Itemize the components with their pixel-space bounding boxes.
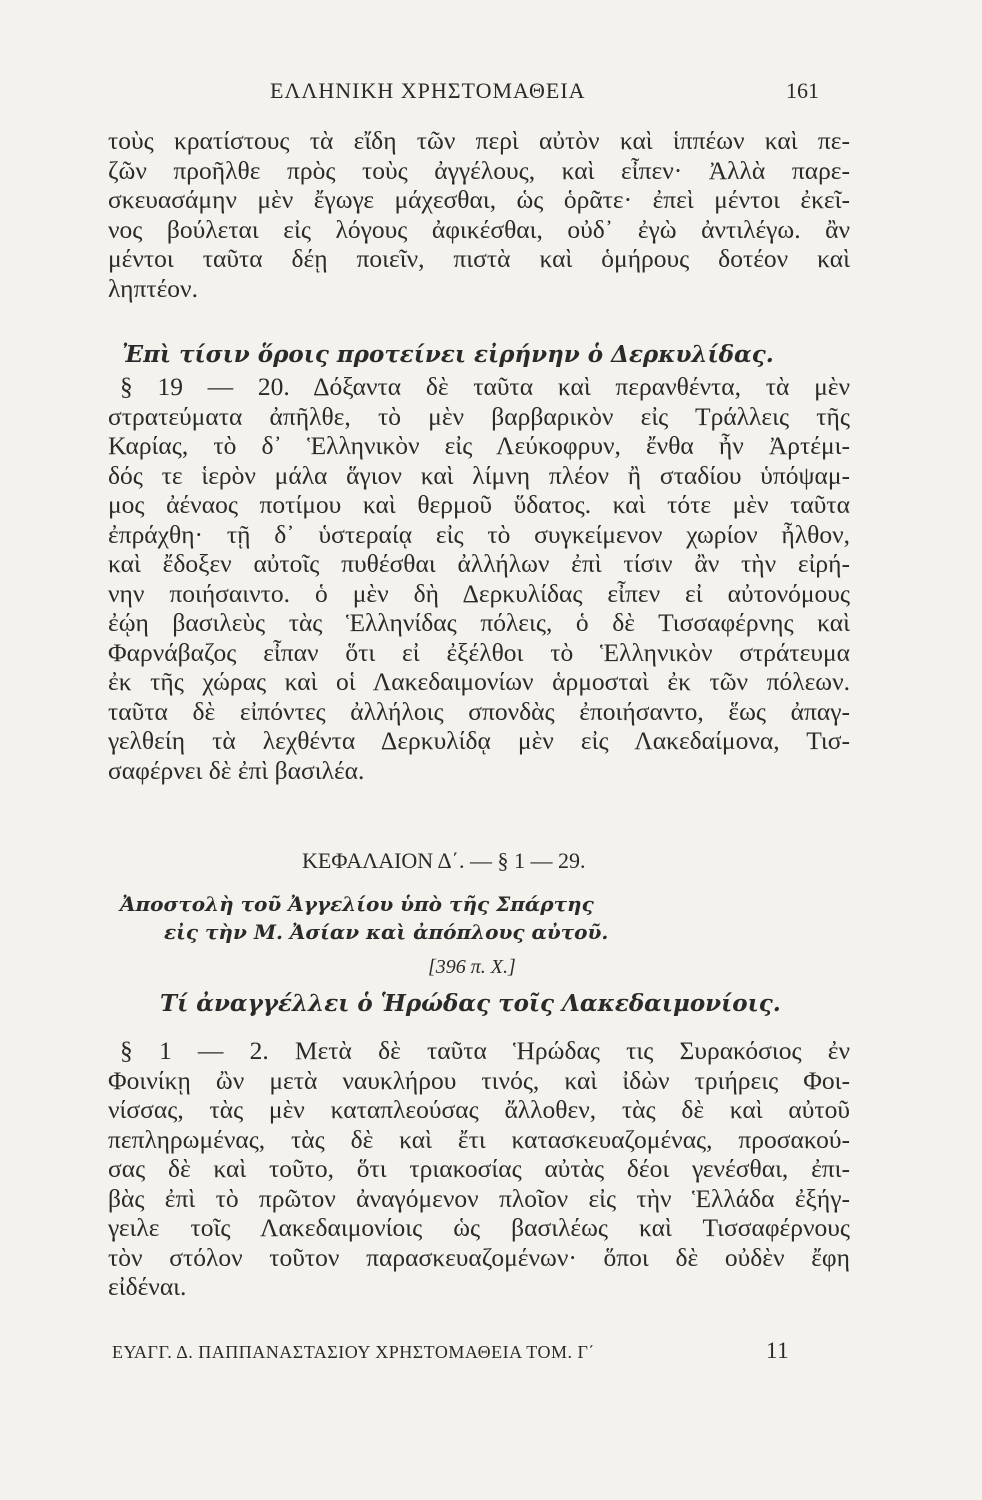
- signature-number: 11: [766, 1338, 790, 1363]
- text-line: Καρίας, τὸ δ᾽ Ἑλληνικὸν εἰς Λεύκοφρυν, ἔνθα ἦν Ἀρτέμι-: [108, 431, 850, 460]
- text-line: ἐκ τῆς χώρας καὶ οἱ Λακεδαιμονίων ἁρμοσταὶ ἐκ τῶν πόλεων.: [108, 667, 850, 696]
- section-heading: Τί ἀναγγέλλει ὁ Ἡρώδας τοῖς Λακεδαιμονίοις.: [160, 990, 781, 1017]
- text-line: ἐῴη βασιλεὺς τὰς Ἑλληνίδας πόλεις, ὁ δὲ Τισσαφέρνης καὶ: [108, 608, 850, 637]
- text-line: εἰδέναι.: [108, 1272, 187, 1301]
- text-line: δός τε ἱερὸν μάλα ἅγιον καὶ λίμνη πλέον ἢ σταδίου ὑπόψαμ-: [108, 460, 850, 490]
- page-number: 161: [786, 78, 819, 103]
- paragraph-section-19-20: [108, 372, 850, 785]
- running-header: [0, 78, 982, 112]
- page-footer: [112, 1338, 852, 1368]
- text-line: ζῶν προῆλθε πρὸς τοὺς ἀγγέλους, καὶ εἶπεν· Ἀλλὰ παρε-: [108, 155, 850, 185]
- text-line: στρατεύματα ἀπῆλθε, τὸ μὲν βαρβαρικὸν εἰς Τράλλεις τῆς: [108, 401, 850, 431]
- chapter-date: [396 π. Χ.]: [428, 956, 516, 978]
- text-line: νίσσας, τὰς μὲν καταπλεούσας ἄλλοθεν, τὰς δὲ καὶ αὐτοῦ: [108, 1095, 850, 1124]
- chapter-subtitle: εἰς τὴν Μ. Ἀσίαν καὶ ἀπόπλους αὐτοῦ.: [164, 920, 609, 944]
- paragraph-section-1-2: [108, 1036, 850, 1302]
- text-line: μος ἀέναος ποτίμου καὶ θερμοῦ ὕδατος. καὶ τότε μὲν ταῦτα: [108, 490, 850, 519]
- text-line: καὶ ἔδοξεν αὐτοῖς πυθέσθαι ἀλλήλων ἐπὶ τίσιν ἂν τὴν εἰρή-: [108, 549, 850, 578]
- text-line: § 1 — 2. Μετὰ δὲ ταῦτα Ἡρώδας τις Συρακόσιος ἐν: [120, 1036, 850, 1065]
- text-line: Φαρνάβαζος εἶπαν ὅτι εἰ ἐξέλθοι τὸ Ἑλληνικὸν στράτευμα: [108, 637, 850, 667]
- section-heading: Ἐπὶ τίσιν ὅροις προτείνει εἰρήνην ὁ Δερκυλίδας.: [122, 341, 774, 368]
- paragraph-continuation: [108, 126, 850, 303]
- text-line: § 19 — 20. Δόξαντα δὲ ταῦτα καὶ περανθέντα, τὰ μὲν: [120, 372, 850, 401]
- chapter-title: ΚΕΦΑΛΑΙΟΝ Δ΄. — § 1 — 29.: [302, 848, 586, 873]
- text-line: Φοινίκῃ ὢν μετὰ ναυκλήρου τινός, καὶ ἰδὼν τριήρεις Φοι-: [108, 1065, 850, 1095]
- text-line: σαφέρνει δὲ ἐπὶ βασιλέα.: [108, 755, 365, 785]
- text-line: ἐπράχθη· τῇ δ᾽ ὑστεραίᾳ εἰς τὸ συγκείμενον χωρίον ἦλθον,: [108, 519, 850, 549]
- text-line: νος βούλεται εἰς λόγους ἀφικέσθαι, οὐδ᾽ ἐγὼ ἀντιλέγω. ἂν: [108, 214, 850, 244]
- text-line: τὸν στόλον τοῦτον παρασκευαζομένων· ὅποι δὲ οὐδὲν ἔφη: [108, 1242, 850, 1272]
- chapter-subtitle: Ἀποστολὴ τοῦ Ἀγγελίου ὑπὸ τῆς Σπάρτης: [120, 892, 594, 916]
- text-line: γειλε τοῖς Λακεδαιμονίοις ὡς βασιλέως καὶ Τισσαφέρνους: [108, 1213, 850, 1242]
- text-line: τοὺς κρατίστους τὰ εἴδη τῶν περὶ αὐτὸν καὶ ἱππέων καὶ πε-: [108, 126, 850, 155]
- text-line: νην ποιήσαιντο. ὁ μὲν δὴ Δερκυλίδας εἶπεν εἰ αὐτονόμους: [108, 578, 850, 608]
- text-line: μέντοι ταῦτα δέῃ ποιεῖν, πιστὰ καὶ ὁμήρους δοτέον καὶ: [108, 244, 850, 273]
- text-line: σκευασάμην μὲν ἔγωγε μάχεσθαι, ὡς ὁρᾶτε· ἐπεὶ μέντοι ἐκεῖ-: [108, 185, 850, 214]
- running-title: ΕΛΛΗΝΙΚΗ ΧΡΗΣΤΟΜΑΘΕΙΑ: [270, 78, 586, 103]
- text-line: πεπληρωμένας, τὰς δὲ καὶ ἔτι κατασκευαζομένας, προσακού-: [108, 1124, 850, 1154]
- text-line: βὰς ἐπὶ τὸ πρῶτον ἀναγόμενον πλοῖον εἰς τὴν Ἑλλάδα ἐξήγ-: [108, 1183, 850, 1213]
- footer-imprint: ΕΥΑΓΓ. Δ. ΠΑΠΠΑΝΑΣΤΑΣΙΟΥ ΧΡΗΣΤΟΜΑΘΕΙΑ ΤΟΜ. Γ΄: [112, 1342, 595, 1362]
- text-line: σας δὲ καὶ τοῦτο, ὅτι τριακοσίας αὐτὰς δέοι γενέσθαι, ἐπι-: [108, 1154, 850, 1183]
- text-line: ταῦτα δὲ εἰπόντες ἀλλήλοις σπονδὰς ἐποιήσαντο, ἕως ἀπαγ-: [108, 696, 850, 726]
- text-line: ληπτέον.: [108, 273, 198, 303]
- text-line: γελθείη τὰ λεχθέντα Δερκυλίδᾳ μὲν εἰς Λακεδαίμονα, Τισ-: [108, 726, 850, 755]
